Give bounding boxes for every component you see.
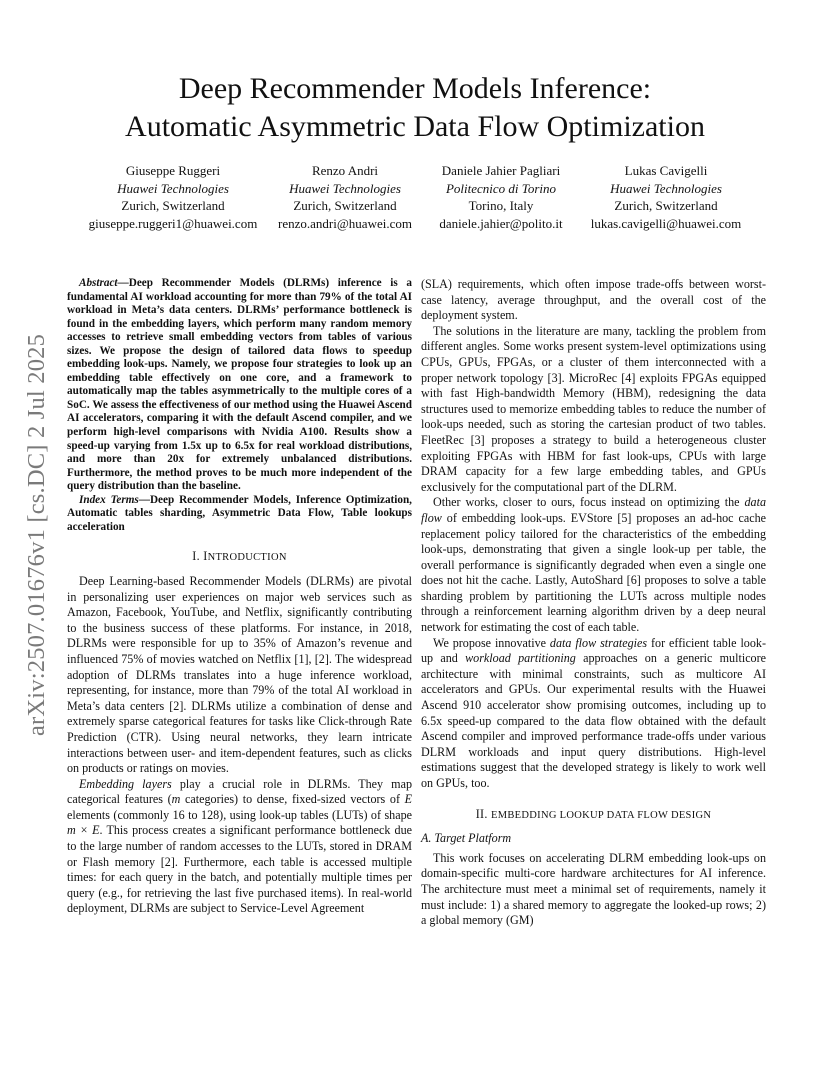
left-column (67, 277, 412, 917)
author-email: giuseppe.ruggeri1@huawei.com (88, 215, 258, 231)
index-terms-label: Index Terms (79, 493, 139, 506)
author-email: lukas.cavigelli@huawei.com (590, 215, 742, 231)
author-2 (278, 162, 412, 232)
abstract-text: —Deep Recommender Models (DLRMs) inference is a fundamental AI workload accounting for more than 79% of the total AI workload in Meta’s data centers. DLRMs’ performance bottleneck is found in the embedding layers, which perform many random memory accesses to retrieve small embedding vectors from tables of various sizes. We propose the design of tailored data flows to speedup embedding look-ups. Namely, we propose four strategies to look up an embedding table effectively on one core, and a framework to automatically map the tables asymmetrically to the multiple cores of a SoC. We assess the effectiveness of our method using the Huawei Ascend AI accelerators, comparing it with the default Ascend compiler, and we perform high-level comparisons with Nvidia A100. Results show a speed-up varying from 1.5x up to 6.5x for real workload distributions, and more than 20x for extremely unbalanced distributions. Furthermore, the method proves to be much more independent of the query distribution than the baseline. (67, 277, 412, 493)
author-affiliation: Politecnico di Torino (445, 180, 557, 196)
section-heading-introduction: I. INTRODUCTION (192, 549, 287, 564)
intro-paragraph-continued: (SLA) requirements, which often impose trade-offs between worst-case latency, average throughput, and the overall cost of the deployment system. (421, 277, 766, 323)
arxiv-identifier (20, 310, 54, 760)
author-email: daniele.jahier@polito.it (439, 215, 563, 231)
author-affiliation: Huawei Technologies (117, 180, 229, 196)
arxiv-id-text: arXiv:2507.01676v1 [cs.DC] 2 Jul 2025 (23, 333, 50, 737)
paper-title (60, 70, 770, 146)
author-email: renzo.andri@huawei.com (278, 215, 412, 231)
author-name: Daniele Jahier Pagliari (441, 163, 561, 178)
intro-paragraph-1: Deep Learning-based Recommender Models (DLRMs) are pivotal in personalizing user experiences on major web services such as Amazon, Facebook, YouTube, and Netflix, significantly contributing to the business success of these platforms. For instance, in 2018, DLRMs were responsible for up to 35% of Amazon’s revenue and influenced 75% of movies watched on Netflix [1], [2]. The widespread adoption of DLRMs translates into a huge inference workload, representing, for instance, more than 79% of the total AI workload in Meta’s data centers [2]. DLRMs utilize a combination of dense and extremely sparse categorical features for tasks like Click-through Rate Prediction (CTR). Using neural networks, they learn intricate interactions between user- and item-dependent features, such as clicks on products or ratings on movies. (67, 573, 412, 776)
author-3 (439, 162, 562, 232)
author-4 (591, 162, 742, 232)
author-affiliation: Huawei Technologies (289, 180, 401, 196)
author-name: Lukas Cavigelli (624, 163, 708, 178)
abstract-label: Abstract (79, 277, 118, 289)
author-affiliation: Huawei Technologies (610, 180, 722, 196)
author-block (70, 162, 760, 242)
intro-paragraph-2: Embedding layers play a crucial role in DLRMs. They map categorical features (m categories) to dense, fixed-sized vectors of E elements (commonly 16 to 128), using look-up tables (LUTs) of shape m × E. This process creates a significant performance bottleneck due to the large number of random accesses to the LUTs, stored in DRAM or Flash memory [2]. Furthermore, each table is accessed multiple times: for each query in the batch, and potentially multiple times per query (e.g., for retrieving the last five purchased items). In real-world deployment, DLRMs are subject to Service-Level Agreement (67, 776, 413, 916)
section-heading-embedding-lookup: II. EMBEDDING LOOKUP DATA FLOW DESIGN (475, 806, 712, 821)
intro-paragraph-5: We propose innovative data flow strategies for efficient table look-up and workload partitioning approaches on a generic multicore architecture with minimal constraints, such as multicore AI accelerators and GPUs. Our experimental results with the Huawei Ascend 910 accelerator show promising outcomes, including up to 6.5x speed-up compared to the data flow obtained with the default Ascend compiler and improved performance trade-offs under various DLRM workloads and input query distributions. High-level estimations suggest that the developed strategy is likely to work well on GPUs, too. (421, 635, 766, 790)
title-line-1: Deep Recommender Models Inference: (178, 72, 652, 105)
author-location: Torino, Italy (468, 198, 534, 213)
intro-paragraph-3: The solutions in the literature are many, tackling the problem from different angles. Some works present system-level optimizations using CPUs, GPUs, FPGAs, or a cluster of them interconnected with a proper network topology [3]. MicroRec [4] exploits FPGAs equipped with fast High-bandwidth Memory (HBM), redesigning the data structures used to memorize embedding tables to reduce the number of look-ups needed, such as storing the cartesian product of two tables. FleetRec [3] proposes a strategy to build a heterogeneous cluster exploiting FPGAs with HBM for fast look-ups, CPUs with large DRAM capacity for a few large embedding tables, and GPUs exclusively for the computational part of the DLRM. (421, 323, 766, 494)
right-column (421, 277, 766, 929)
author-location: Zurich, Switzerland (614, 198, 718, 213)
intro-paragraph-4: Other works, closer to ours, focus instead on optimizing the data flow of embedding look-ups. EVStore [5] proposes an ad-hoc cache replacement policy tailored for the characteristics of the embedding look-ups, demonstrating that given a single look-up per table, the overall performance is significantly degraded when even a single one does not hit the cache. Lastly, AutoShard [6] proposes to solve a table sharding problem by partitioning the LUTs across multiple nodes through a reinforcement learning algorithm driven by a deep neural network for estimating the cost of each table. (421, 495, 766, 635)
author-location: Zurich, Switzerland (293, 198, 397, 213)
title-line-2: Automatic Asymmetric Data Flow Optimization (125, 110, 705, 143)
index-terms-text: —Deep Recommender Models, Inference Optimization, Automatic tables sharding, Asymmetric Data Flow, Table lookups acceleration (67, 493, 412, 533)
subsection-heading-target-platform: A. Target Platform (421, 831, 512, 846)
author-name: Renzo Andri (311, 163, 379, 178)
author-name: Giuseppe Ruggeri (125, 163, 221, 178)
abstract (67, 277, 412, 494)
author-1 (89, 162, 258, 232)
target-platform-paragraph: This work focuses on accelerating DLRM embedding look-ups on domain-specific multi-core hardware architectures for AI inference. The architecture must meet a minimal set of requirements, namely it must include: 1) a shared memory to aggregate the looked-up rows; 2) a global memory (GM) (421, 850, 766, 928)
index-terms (67, 494, 412, 535)
author-location: Zurich, Switzerland (121, 198, 225, 213)
